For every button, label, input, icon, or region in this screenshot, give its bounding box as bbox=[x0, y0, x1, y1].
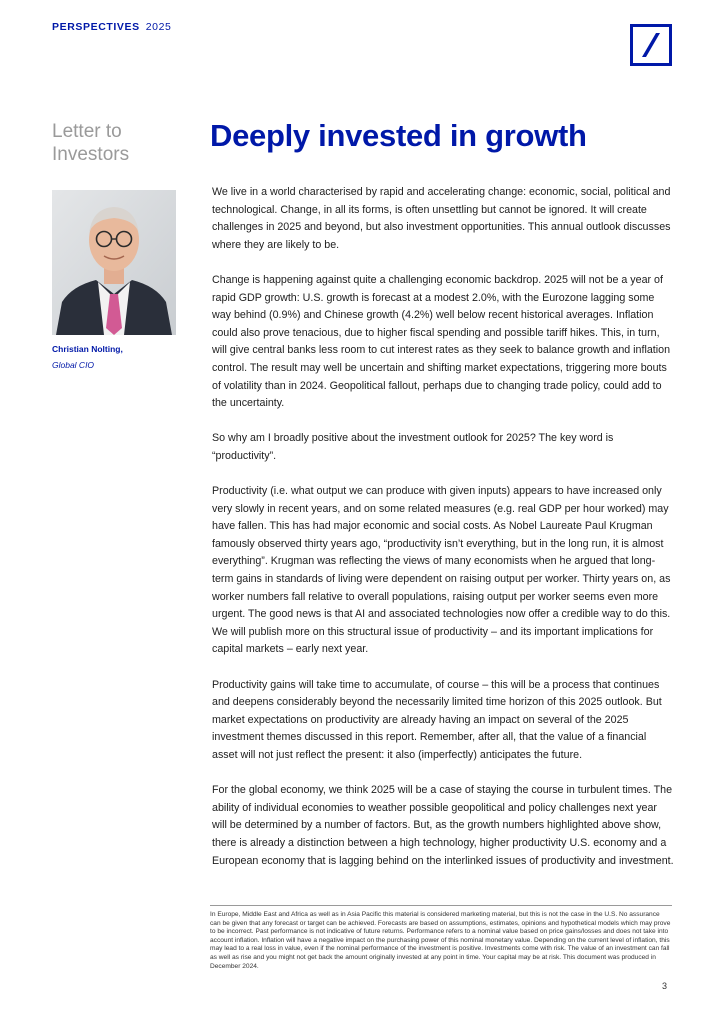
header-year: 2025 bbox=[145, 21, 172, 33]
deutsche-bank-logo-icon bbox=[630, 24, 672, 66]
page-number: 3 bbox=[662, 981, 668, 991]
side-title bbox=[52, 120, 182, 166]
body-paragraph: Productivity (i.e. what output we can produce with given inputs) appears to have increased only very slowly in recent years, and on some related measures (e.g. real GDP per hour worked) may have fallen. This has had major economic and social costs. As Nobel Laureate Paul Krugman famously observed thirty years ago, “productivity isn’t everything, but in the long run, it is almost everything”. Krugman was reflecting the views of many economists when he argued that long-term gains in standards of living were dependent on raising output per worker. Thirty years on, as worker numbers fall relative to overall populations, raising output per worker seems even more urgent. The good news is that AI and associated technologies now offer a credible way to do this. We will publish more on this structural issue of productivity – and its important implications for capital markets – early next year. bbox=[212, 485, 671, 656]
body-paragraph: Productivity gains will take time to accumulate, of course – this will be a process that continues and deepens considerably beyond the necessarily limited time horizon of this 2025 outlook. But market expectations on productivity are already having an impact on several of the 2025 investment themes discussed in this report. Remember, after all, that the value of a financial asset will not just reflect the present: it also (imperfectly) anticipates the future. bbox=[212, 678, 662, 761]
body-paragraph: So why am I broadly positive about the investment outlook for 2025? The key word is “productivity”. bbox=[212, 432, 614, 462]
author-role: Global CIO bbox=[52, 360, 95, 370]
disclaimer-footnote: In Europe, Middle East and Africa as well as in Asia Pacific this material is considered marketing material, but this is not the case in the U.S. No assurance can be given that any forecast or target can be achieved. Forecasts are based on assumptions, estimates, opinions and hypothetical models which may prove to be incorrect. Past performance is not indicative of future returns. Performance refers to a nominal value based on price gains/losses and does not take into account inflation. Inflation will have a negative impact on the purchasing power of this nominal monetary value. Depending on the current level of inflation, this may lead to a real loss in value, even if the nominal performance of the investment is positive. Investments come with risk. The value of an investment can fall as well as rise and you might not get back the amount originally invested at any point in time. Your capital may be at risk. This document was produced in December 2024. bbox=[210, 911, 671, 970]
author-name: Christian Nolting, bbox=[52, 344, 123, 354]
body-paragraph: For the global economy, we think 2025 will be a case of staying the course in turbulent times. The ability of individual economies to weather possible geopolitical and policy challenges next year will be determined by a number of factors. But, as the growth numbers highlighted above show, there is already a distinction between a high technology, higher productivity U.S. economy and a European economy that is lagging behind on the interlinked issues of productivity and investment. bbox=[212, 784, 674, 867]
author-portrait bbox=[52, 190, 176, 335]
header-label bbox=[52, 21, 172, 33]
body-paragraph: Change is happening against quite a challenging economic backdrop. 2025 will not be a year of rapid GDP growth: U.S. growth is forecast at a modest 2.0%, with the Eurozone lagging some way behind (0.9%) and Chinese growth (4.2%) well below recent historical averages. Inflation could also prove tenacious, due to higher fiscal spending and possible tariff hikes. This, in turn, will give central banks less room to cut interest rates as they seek to balance growth and inflation control. The result may well be uncertain and shifting market expectations, triggering more bouts of volatility than in 2024. Geopolitical fallout, perhaps due to changing trade policy, could add to the uncertainty. bbox=[212, 273, 671, 410]
side-title-line-1: Letter to bbox=[52, 121, 122, 142]
body-paragraph: We live in a world characterised by rapid and accelerating change: economic, social, political and technological. Change, in all its forms, is often unsettling but cannot be ignored. It will create challenges in 2025 and beyond, but also investment opportunities. This annual outlook discusses where they are likely to be. bbox=[212, 186, 671, 251]
page-title: Deeply invested in growth bbox=[210, 118, 587, 153]
header-section: PERSPECTIVES bbox=[52, 21, 140, 33]
side-title-line-2: Investors bbox=[52, 144, 130, 165]
footnote-divider bbox=[210, 905, 672, 906]
letter-body bbox=[212, 184, 674, 888]
